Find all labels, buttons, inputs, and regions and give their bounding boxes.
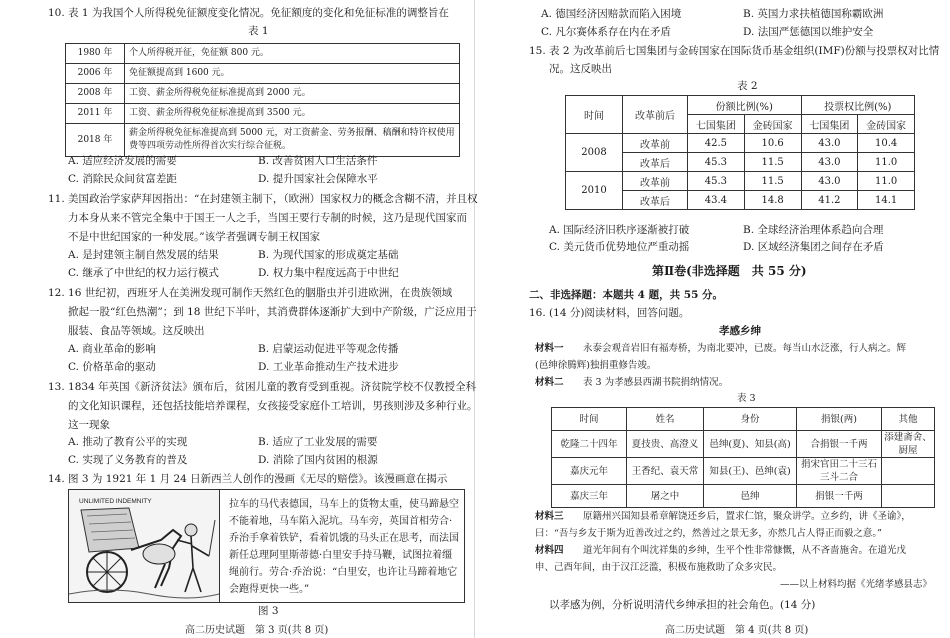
material2-label: 材料二 bbox=[535, 377, 564, 388]
figure3-caption: 图 3 bbox=[258, 605, 279, 617]
q12-option-c[interactable]: C. 价格革命的驱动 bbox=[68, 361, 156, 373]
table-row: 改革后 45.3 11.5 43.0 11.0 bbox=[566, 153, 915, 172]
q11-option-d[interactable]: D. 权力集中程度远高于中世纪 bbox=[258, 267, 399, 279]
q10-option-c[interactable]: C. 消除民众间贫富差距 bbox=[68, 173, 177, 185]
material3-line1: 原籍州兴国知县希章解饶还乡后，置求仁馆，聚众讲学。立乡约，讲《圣谕》， bbox=[583, 511, 911, 522]
q14-option-d[interactable]: D. 法国严惩德国以维护安全 bbox=[743, 26, 874, 38]
q15-stem-line2: 况。这反映出 bbox=[549, 63, 612, 75]
table-row: 2011 年 工资、薪金所得税免征标准提高到 3500 元。 bbox=[66, 104, 460, 124]
table1 bbox=[65, 43, 460, 157]
q15-option-b[interactable]: B. 全球经济治理体系趋向合理 bbox=[743, 224, 884, 236]
table3 bbox=[551, 407, 935, 508]
material4-label: 材料四 bbox=[535, 545, 564, 556]
table2-title: 表 2 bbox=[737, 80, 758, 92]
q13-option-a[interactable]: A. 推动了教育公平的实现 bbox=[68, 436, 188, 448]
q10-option-d[interactable]: D. 提升国家社会保障水平 bbox=[258, 173, 378, 185]
table-header-row: 时间 改革前后 份额比例(%) 投票权比例(%) bbox=[566, 96, 915, 115]
cartoon-caption: UNLIMITED INDEMNITY bbox=[79, 498, 152, 505]
q13-stem-line2: 的文化知识课程，还包括技能培养课程，女孩接受家庭仆工培训，男孩则涉及多种行业。 bbox=[68, 400, 478, 412]
q11-stem-line2: 力本身从来不管完全集中于国王一人之手，当国王要行专制的时候，这乃是现代国家而 bbox=[68, 212, 467, 224]
table1-title: 表 1 bbox=[248, 25, 269, 37]
q12-option-d[interactable]: D. 工业革命推动生产技术进步 bbox=[258, 361, 399, 373]
table-header-row: 时间 姓名 身份 捐银(两) 其他 bbox=[552, 408, 935, 431]
q13-stem-line3: 这一现象 bbox=[68, 419, 110, 431]
table-row: 2018 年 薪金所得税免征标准提高到 5000 元，对工资薪金、劳务报酬、稿酬和特许权使用费等四项劳动性所得首次实行综合征税。 bbox=[66, 124, 460, 157]
q14-option-a[interactable]: A. 德国经济因赔款而陷入困境 bbox=[541, 8, 682, 20]
q14-option-c[interactable]: C. 凡尔赛体系存在内在矛盾 bbox=[541, 26, 671, 38]
q16-question: 以孝感为例，分析说明清代乡绅承担的社会角色。(14 分) bbox=[549, 599, 816, 611]
table-row: 2008 改革前 42.5 10.6 43.0 10.4 bbox=[566, 134, 915, 153]
table-header-row: 七国集团 金砖国家 七国集团 金砖国家 bbox=[566, 115, 915, 134]
figure3-description: 拉车的马代表德国，马车上的货物太重，使马蹄悬空不能着地，马车陷入泥坑。马车旁，英国首相劳合·乔治手拿着铁铲，看着饥饿的马头正在思考，而法国新任总理阿里斯蒂德·白里安手持马鞭，试图拉着缰绳前行。劳合·乔治说：“白里安，也许让马蹄着地它会跑得更快一些。” bbox=[229, 499, 459, 595]
q11-stem-line3: 不是中世纪国家的一种发展。”该学者强调专制王权国家 bbox=[68, 231, 321, 243]
q13-option-b[interactable]: B. 适应了工业发展的需要 bbox=[258, 436, 378, 448]
q13-option-c[interactable]: C. 实现了义务教育的普及 bbox=[68, 454, 188, 466]
q12-stem-line2: 掀起一股“红色热潮”；到 18 世纪下半叶，其消费群体逐渐扩大到中产阶级，广泛应用于 bbox=[68, 306, 477, 318]
table-row: 改革后 43.4 14.8 41.2 14.1 bbox=[566, 191, 915, 210]
q12-stem-line1: 12. 16 世纪初，西班牙人在美洲发现可制作天然红色的胭脂虫并引进欧洲，在贵族领域 bbox=[48, 287, 453, 299]
q11-option-b[interactable]: B. 为现代国家的形成奠定基础 bbox=[258, 249, 399, 261]
page-4 bbox=[475, 0, 950, 638]
table2 bbox=[565, 95, 915, 210]
table3-title: 表 3 bbox=[737, 393, 756, 404]
table-row: 2008 年 工资、薪金所得税免征标准提高到 2000 元。 bbox=[66, 84, 460, 104]
table-row: 1980 年 个人所得税开征，免征额 800 元。 bbox=[66, 44, 460, 64]
material3-label: 材料三 bbox=[535, 511, 564, 522]
q11-stem-line1: 11. 美国政治学家萨拜因指出：“在封建领主制下，（欧洲）国家权力的概念含糊不清，并且权 bbox=[48, 193, 478, 205]
q11-option-a[interactable]: A. 是封建领主制自然发展的结果 bbox=[68, 249, 219, 261]
material1-label: 材料一 bbox=[535, 343, 564, 354]
q13-stem-line1: 13. 1834 年英国《新济贫法》颁布后，贫困儿童的教育受到重视。济贫院学校不仅教授全科 bbox=[48, 381, 477, 393]
q15-option-c[interactable]: C. 美元货币优势地位严重动摇 bbox=[549, 241, 690, 253]
part2-title: 第Ⅱ卷(非选择题 共 55 分) bbox=[652, 264, 807, 278]
q15-stem-line1: 15. 表 2 为改革前后七国集团与金砖国家在国际货币基金组织(IMF)份额与投票权对比情 bbox=[529, 45, 940, 57]
material1-line2: (邑绅徐腾辉)独捐重修告竣。 bbox=[535, 360, 657, 371]
q10-option-a[interactable]: A. 适应经济发展的需要 bbox=[68, 155, 177, 167]
cartoon-drawing bbox=[69, 490, 219, 602]
page4-footer: 高二历史试题 第 4 页(共 8 页) bbox=[665, 625, 809, 636]
q10-stem: 10. 表 1 为我国个人所得税免征额度变化情况。免征额度的变化和免征标准的调整旨在 bbox=[48, 7, 449, 19]
table-row: 2010 改革前 45.3 11.5 43.0 11.0 bbox=[566, 172, 915, 191]
figure3 bbox=[68, 489, 465, 603]
q14-option-b[interactable]: B. 英国力求扶植德国称霸欧洲 bbox=[743, 8, 884, 20]
q13-option-d[interactable]: D. 消除了国内贫困的根源 bbox=[258, 454, 378, 466]
q10-option-b[interactable]: B. 改善贫困人口生活条件 bbox=[258, 155, 378, 167]
q12-stem-line3: 服装、食品等领域。这反映出 bbox=[68, 325, 205, 337]
table-row: 嘉庆三年 屠之中 邑绅 捐银一千两 bbox=[552, 485, 935, 508]
q15-option-d[interactable]: D. 区域经济集团之间存在矛盾 bbox=[743, 241, 884, 253]
q11-option-c[interactable]: C. 继承了中世纪的权力运行模式 bbox=[68, 267, 219, 279]
q12-option-a[interactable]: A. 商业革命的影响 bbox=[68, 343, 156, 355]
material4-line1: 道光年间有个叫沈祥集的乡绅，生平个性非常慷慨，从不吝啬施舍。在道光戊 bbox=[583, 545, 907, 556]
material4-line2: 申、己酉年间，由于汉江泛滥，积极布施救助了众多灾民。 bbox=[535, 562, 783, 573]
q12-option-b[interactable]: B. 启蒙运动促进平等观念传播 bbox=[258, 343, 399, 355]
cartoon-image bbox=[69, 490, 220, 602]
q16-title: 孝感乡绅 bbox=[719, 325, 761, 337]
page3-footer: 高二历史试题 第 3 页(共 8 页) bbox=[185, 625, 329, 636]
q15-option-a[interactable]: A. 国际经济旧秩序逐渐被打破 bbox=[549, 224, 690, 236]
material2-text: 表 3 为孝感县西湖书院捐纳情况。 bbox=[583, 377, 729, 388]
q14-stem: 14. 图 3 为 1921 年 1 月 24 日新西兰人创作的漫画《无尽的赔偿》。该漫画意在揭示 bbox=[48, 473, 448, 485]
table-row: 嘉庆元年 王香纪、袁天常 知县(王)、邑绅(袁) 捐宋官田二十三石三斗二合 bbox=[552, 458, 935, 485]
material-source: ——以上材料均据《光绪孝感县志》 bbox=[780, 579, 933, 590]
material1-line1: 永泰会观音岩旧有福寿桥，为南北要冲，已废。每当山水泛涨，行人病之。辉 bbox=[583, 343, 907, 354]
table-row: 乾隆二十四年 夏技贵、高澄义 邑绅(夏)、知县(高) 合捐银一千两 添建斋舍、厨屋 bbox=[552, 431, 935, 458]
table-row: 2006 年 免征额提高到 1600 元。 bbox=[66, 64, 460, 84]
q16-stem: 16. (14 分)阅读材料，回答问题。 bbox=[529, 307, 690, 319]
section-title: 二、非选择题：本题共 4 题，共 55 分。 bbox=[529, 289, 724, 301]
material3-line2: 曰：“吾与乡友于斯为近善改过之约，然善过之景无多，亦然几占人得正而毅之意。” bbox=[535, 528, 882, 539]
